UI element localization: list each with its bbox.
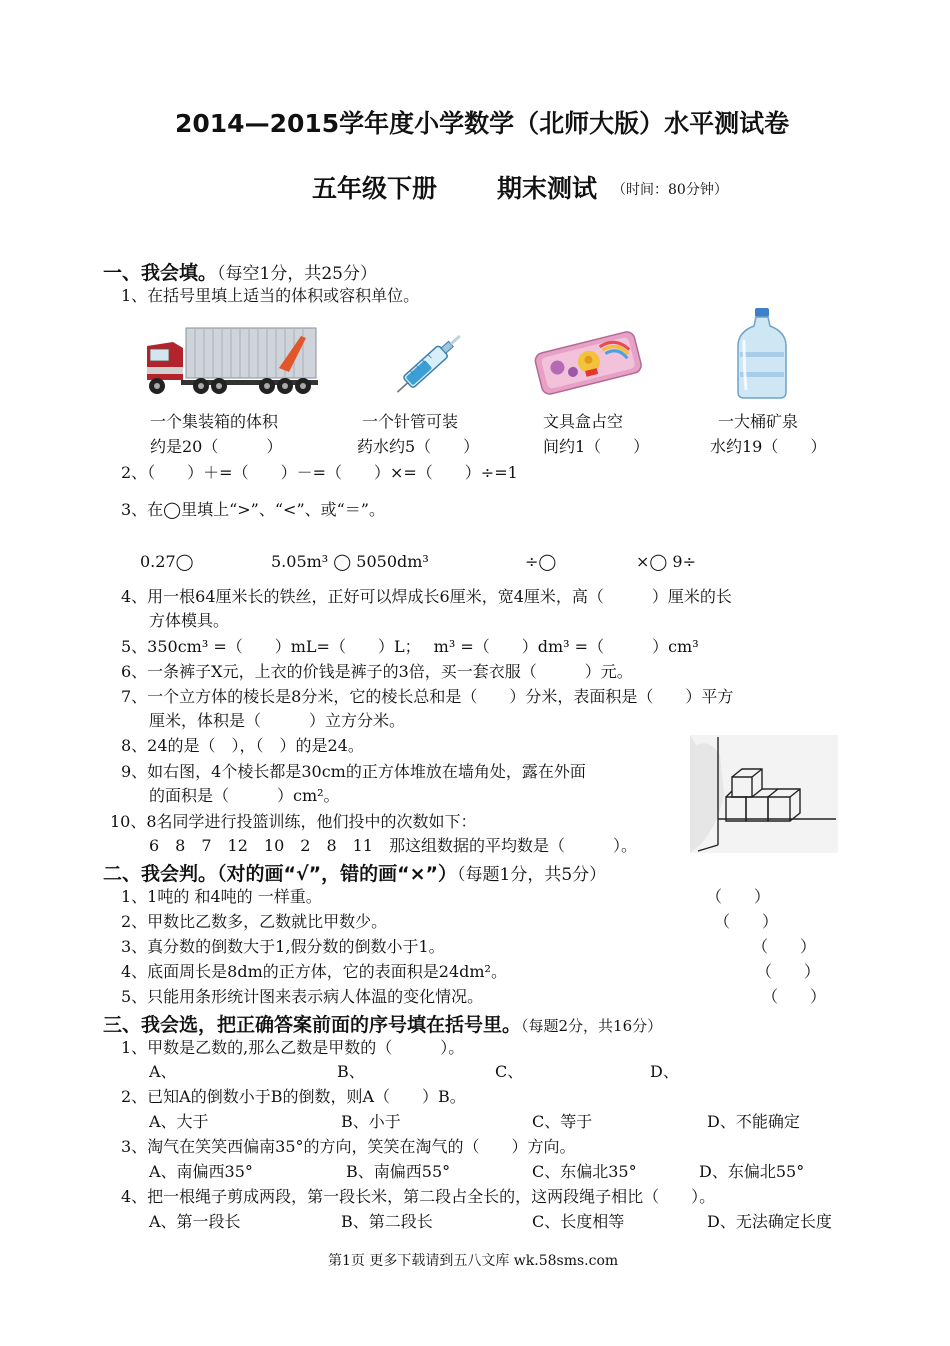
compare-3: ÷◯: [525, 552, 557, 571]
s2-item-2: 2、甲数比乙数多，乙数就比甲数少。: [121, 912, 388, 931]
truck-icon: [143, 324, 319, 396]
s1-q10-line1: 10、8名同学进行投篮训练，他们投中的次数如下：: [110, 812, 477, 831]
page-title: 2014—2015学年度小学数学（北师大版）水平测试卷: [175, 109, 790, 138]
s2-item-4-bracket: （ ）: [756, 962, 821, 981]
compare-1: 0.27◯: [140, 552, 194, 571]
s2-item-5-bracket: （ ）: [762, 987, 827, 1006]
s1-q4-line1: 4、用一根64厘米长的铁丝，正好可以焊成长6厘米，宽4厘米，高（ ）厘米的长: [121, 587, 732, 606]
syringe-icon: [386, 326, 472, 400]
s3-q3-opt-b: B、南偏西55°: [346, 1162, 451, 1181]
s3-q2-opt-a: A、大于: [149, 1112, 209, 1131]
section3-note: （每题2分，共16分）: [521, 1017, 663, 1035]
s1-q7-line2: 厘米，体积是（ ）立方分米。: [149, 711, 406, 730]
compare-2: 5.05m³ ◯ 5050dm³: [271, 552, 429, 571]
section2-heading: 二、我会判。（对的画“√”，错的画“×”）: [103, 863, 458, 885]
s3-q2: 2、已知A的倒数小于B的倒数，则A（ ）B。: [121, 1087, 466, 1106]
s1-q9-line2: 的面积是（ ）cm²。: [149, 786, 340, 805]
section3-heading: 三、我会选，把正确答案前面的序号填在括号里。: [103, 1014, 522, 1036]
section3-heading-row: [103, 1010, 662, 1037]
water-bottle-icon: [734, 306, 790, 402]
s3-q3-opt-a: A、南偏西35°: [149, 1162, 253, 1181]
s3-q4-opt-a: A、第一段长: [149, 1212, 241, 1231]
s1-q5: 5、350cm³ =（ ）mL=（ ）L； m³ =（ ）dm³ =（ ）cm³: [121, 637, 699, 656]
s3-q4-opt-b: B、第二段长: [341, 1212, 433, 1231]
s1-q10-line2: 6 8 7 12 10 2 8 11 那这组数据的平均数是（ ）。: [149, 836, 637, 855]
s1-q7-line1: 7、一个立方体的棱长是8分米，它的棱长总和是（ ）分米，表面积是（ ）平方: [121, 687, 734, 706]
s3-q3-opt-c: C、东偏北35°: [532, 1162, 637, 1181]
s3-q1-opt-b: B、: [337, 1062, 365, 1081]
compare-4: ×◯ 9÷: [636, 552, 696, 571]
section1-note: （每空1分，共25分）: [217, 264, 377, 284]
caption-syringe: 一个针管可装 药水约5（ ）: [357, 412, 480, 456]
section2-heading-row: [103, 859, 606, 886]
s3-q1-opt-a: A、: [149, 1062, 177, 1081]
s2-item-5: 5、只能用条形统计图来表示病人体温的变化情况。: [121, 987, 484, 1006]
section2-note: （每题1分，共5分）: [457, 865, 607, 885]
s2-item-3-bracket: （ ）: [752, 937, 817, 956]
subtitle-grade: 五年级下册: [312, 174, 438, 203]
s1-q6: 6、一条裤子X元，上衣的价钱是裤子的3倍，买一套衣服（ ）元。: [121, 662, 633, 681]
s3-q2-opt-c: C、等于: [532, 1112, 593, 1131]
cube-stack-figure: [690, 735, 838, 853]
s1-q8: 8、24的是（ ），（ ）的是24。: [121, 736, 364, 755]
s2-item-2-bracket: （ ）: [714, 912, 779, 931]
s2-item-1-bracket: （ ）: [706, 887, 771, 906]
s2-item-4: 4、底面周长是8dm的正方体，它的表面积是24dm²。: [121, 962, 507, 981]
s3-q3-opt-d: D、东偏北55°: [699, 1162, 805, 1181]
s2-item-1: 1、1吨的 和4吨的 一样重。: [121, 887, 322, 906]
page-footer: 第1页 更多下载请到五八文库 wk.58sms.com: [328, 1253, 619, 1269]
s3-q2-opt-d: D、不能确定: [707, 1112, 800, 1131]
caption-water-bottle: 一大桶矿泉 水约19（ ）: [710, 412, 827, 456]
s1-q3: 3、在◯里填上“>”、“<”、或“＝”。: [121, 500, 385, 519]
subtitle-test: 期末测试: [497, 174, 598, 203]
section1-heading: 一、我会填。: [103, 262, 218, 284]
s3-q3: 3、淘气在笑笑西偏南35°的方向，笑笑在淘气的（ ）方向。: [121, 1137, 576, 1156]
s3-q4: 4、把一根绳子剪成两段，第一段长米，第二段占全长的，这两段绳子相比（ ）。: [121, 1187, 716, 1206]
s2-item-3: 3、真分数的倒数大于1,假分数的倒数小于1。: [121, 937, 445, 956]
s3-q1: 1、甲数是乙数的,那么乙数是甲数的（ ）。: [121, 1038, 465, 1057]
subtitle-time: （时间：80分钟）: [612, 182, 728, 198]
s3-q2-opt-b: B、小于: [341, 1112, 401, 1131]
s1-q1: 1、在括号里填上适当的体积或容积单位。: [121, 286, 420, 305]
s1-q4-line2: 方体模具。: [149, 611, 230, 630]
caption-container: 一个集装箱的体积 约是20（ ）: [150, 412, 283, 456]
s3-q1-opt-d: D、: [650, 1062, 679, 1081]
s1-q9-line1: 9、如右图，4个棱长都是30cm的正方体堆放在墙角处，露在外面: [121, 762, 586, 781]
caption-pencil-case: 文具盒占空 间约1（ ）: [543, 412, 650, 456]
section1-heading-row: [103, 258, 377, 285]
pencil-case-icon: [531, 324, 645, 400]
s3-q4-opt-c: C、长度相等: [532, 1212, 625, 1231]
s1-q2: 2、（ ）＋=（ ）－=（ ）×=（ ）÷=1: [121, 463, 518, 482]
s3-q4-opt-d: D、无法确定长度: [707, 1212, 832, 1231]
s3-q1-opt-c: C、: [495, 1062, 524, 1081]
